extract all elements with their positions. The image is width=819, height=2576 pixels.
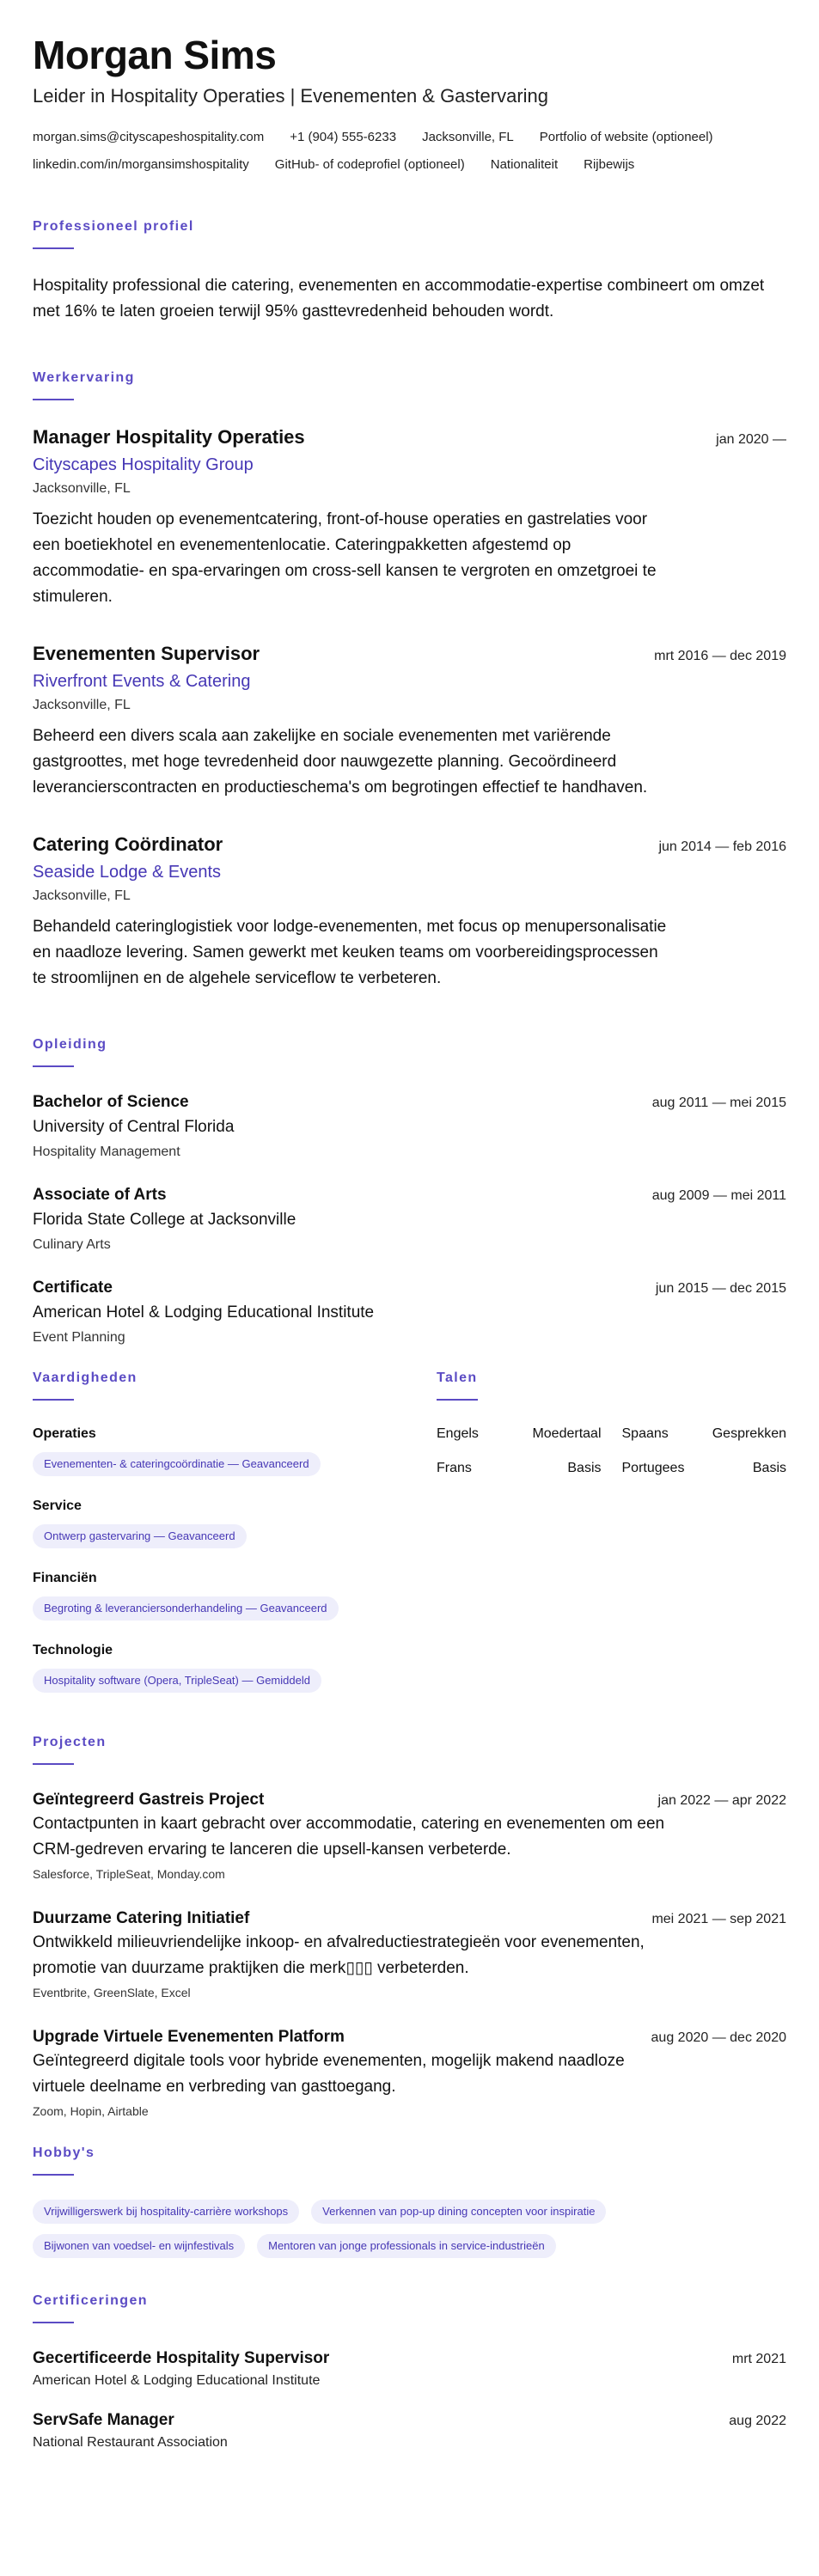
certification-title: ServSafe Manager	[33, 2411, 174, 2429]
education-entry	[33, 1184, 786, 1254]
hobbies-section	[33, 2145, 786, 2258]
language-name: Portugees	[621, 1461, 685, 1475]
education-entry	[33, 1091, 786, 1162]
education-field: Culinary Arts	[33, 1237, 111, 1252]
job-date: jun 2014 — feb 2016	[658, 839, 786, 854]
project-description: Contactpunten in kaart gebracht over accommodatie, catering en evenementen om een CRM-gedreven ervaring te lanceren die upsell-kansen verbeterde.	[33, 1815, 665, 1859]
project-entry	[33, 2026, 786, 2119]
job-entry	[33, 424, 786, 610]
language-name: Frans	[437, 1461, 472, 1475]
section-title-hobbies: Hobby's	[33, 2146, 95, 2160]
certification-issuer: American Hotel & Lodging Educational Institute	[33, 2373, 321, 2388]
section-divider	[437, 1399, 478, 1401]
language-item	[437, 1425, 602, 1444]
education-section	[33, 1036, 786, 1347]
contact-nationality: Nationaliteit	[490, 157, 559, 172]
candidate-headline: Leider in Hospitality Operaties | Evenementen & Gastervaring	[33, 85, 549, 107]
experience-section	[33, 369, 786, 992]
section-divider	[33, 1065, 74, 1067]
section-divider	[33, 399, 74, 400]
language-level: Moedertaal	[532, 1426, 602, 1441]
contact-linkedin: linkedin.com/in/morgansimshospitality	[33, 157, 249, 172]
hobby-tag: Vrijwilligerswerk bij hospitality-carrière workshops	[33, 2200, 299, 2224]
section-title-languages: Talen	[437, 1370, 478, 1385]
language-list	[437, 1425, 786, 1478]
education-degree: Bachelor of Science	[33, 1093, 189, 1111]
language-item	[622, 1459, 787, 1478]
languages-column	[437, 1370, 786, 1713]
language-item	[622, 1425, 787, 1444]
hobby-tag: Verkennen van pop-up dining concepten voor inspiratie	[311, 2200, 606, 2224]
education-school: Florida State College at Jacksonville	[33, 1211, 296, 1229]
skill-group	[33, 1569, 376, 1621]
project-entry	[33, 1789, 786, 1882]
section-title-projects: Projecten	[33, 1735, 107, 1749]
skill-category: Service	[33, 1499, 82, 1513]
skill-group	[33, 1425, 376, 1476]
certification-date: aug 2022	[729, 2414, 786, 2428]
contact-portfolio: Portfolio of website (optioneel)	[539, 130, 713, 144]
language-level: Basis	[567, 1461, 602, 1475]
education-degree: Certificate	[33, 1279, 113, 1297]
skill-category: Operaties	[33, 1426, 96, 1441]
certification-entry	[33, 2347, 786, 2390]
contact-github: GitHub- of codeprofiel (optioneel)	[274, 157, 465, 172]
hobby-tag: Bijwonen van voedsel- en wijnfestivals	[33, 2234, 245, 2258]
language-name: Engels	[437, 1426, 479, 1441]
certification-date: mrt 2021	[731, 2352, 786, 2366]
certification-issuer: National Restaurant Association	[33, 2435, 228, 2450]
skills-column	[33, 1370, 376, 1713]
project-title: Geïntegreerd Gastreis Project	[33, 1791, 265, 1809]
certification-entry	[33, 2409, 786, 2452]
skill-tag: Hospitality software (Opera, TripleSeat) — Gemiddeld	[33, 1669, 321, 1693]
education-date: aug 2009 — mei 2011	[651, 1188, 786, 1203]
education-school: University of Central Florida	[33, 1118, 235, 1136]
section-title-skills: Vaardigheden	[33, 1370, 138, 1385]
section-divider	[33, 1763, 74, 1765]
skill-tag: Begroting & leveranciersonderhandeling — Geavanceerd	[33, 1596, 339, 1621]
job-company: Riverfront Events & Catering	[33, 672, 251, 691]
skill-group	[33, 1641, 376, 1693]
job-title: Manager Hospitality Operaties	[33, 426, 305, 448]
project-date: jan 2022 — apr 2022	[657, 1793, 786, 1808]
section-title-experience: Werkervaring	[33, 370, 135, 385]
project-date: mei 2021 — sep 2021	[651, 1912, 786, 1926]
job-company: Cityscapes Hospitality Group	[33, 455, 254, 474]
profile-section	[33, 218, 786, 325]
contact-list	[33, 129, 786, 174]
project-title: Duurzame Catering Initiatief	[33, 1909, 250, 1927]
skill-category: Technologie	[33, 1643, 113, 1657]
project-title: Upgrade Virtuele Evenementen Platform	[33, 2028, 345, 2046]
contact-email: morgan.sims@cityscapeshospitality.com	[33, 130, 265, 144]
job-location: Jacksonville, FL	[33, 888, 131, 903]
section-divider	[33, 1399, 74, 1401]
section-title-profile: Professioneel profiel	[33, 219, 194, 234]
language-item	[437, 1459, 602, 1478]
job-entry	[33, 832, 786, 992]
project-description: Geïntegreerd digitale tools voor hybride evenementen, mogelijk makend naadloze virtuele deelname en verbreding van gasttoegang.	[33, 2052, 625, 2096]
job-location: Jacksonville, FL	[33, 481, 131, 496]
project-date: aug 2020 — dec 2020	[651, 2030, 786, 2045]
project-tools: Salesforce, TripleSeat, Monday.com	[33, 1867, 225, 1881]
project-tools: Zoom, Hopin, Airtable	[33, 2104, 149, 2118]
section-divider	[33, 247, 74, 249]
project-entry	[33, 1908, 786, 2000]
certification-title: Gecertificeerde Hospitality Supervisor	[33, 2349, 330, 2367]
job-description: Toezicht houden op evenementcatering, front-of-house operaties en gastrelaties voor een boetiekhotel en evenementenlocatie. Cateringpakketten afgestemd op accommodatie- en spa-ervaringen om cross-sell kansen te vergroten en omzetgroei te stimuleren.	[33, 510, 657, 606]
job-entry	[33, 641, 786, 801]
skill-tag: Ontwerp gastervaring — Geavanceerd	[33, 1524, 247, 1548]
skill-tag: Evenementen- & cateringcoördinatie — Geavanceerd	[33, 1452, 321, 1476]
job-date: jan 2020 —	[716, 432, 786, 447]
projects-section	[33, 1734, 786, 2119]
language-name: Spaans	[621, 1426, 669, 1441]
section-title-certifications: Certificeringen	[33, 2293, 148, 2308]
language-level: Gesprekken	[712, 1426, 786, 1441]
education-date: aug 2011 — mei 2015	[651, 1096, 786, 1110]
contact-location: Jacksonville, FL	[422, 130, 514, 144]
job-date: mrt 2016 — dec 2019	[654, 649, 786, 663]
profile-summary: Hospitality professional die catering, evenementen en accommodatie-expertise combineert om omzet met 16% te laten groeien terwijl 95% gasttevredenheid behouden wordt.	[33, 277, 765, 320]
skill-category: Financiën	[33, 1571, 97, 1585]
job-title: Catering Coördinator	[33, 833, 223, 855]
education-date: jun 2015 — dec 2015	[655, 1281, 786, 1296]
section-divider	[33, 2174, 74, 2176]
education-degree: Associate of Arts	[33, 1186, 167, 1204]
candidate-name: Morgan Sims	[33, 33, 277, 77]
skills-languages-section	[33, 1370, 786, 1713]
job-company: Seaside Lodge & Events	[33, 863, 222, 882]
job-title: Evenementen Supervisor	[33, 643, 260, 664]
hobby-tag: Mentoren van jonge professionals in service-industrieën	[257, 2234, 556, 2258]
project-tools: Eventbrite, GreenSlate, Excel	[33, 1986, 191, 1999]
hobby-list	[33, 2200, 786, 2258]
education-school: American Hotel & Lodging Educational Institute	[33, 1303, 375, 1322]
job-description: Beheerd een divers scala aan zakelijke en sociale evenementen met variërende gastgroottes, met hoge tevredenheid door nauwgezette planning. Gecoördineerd leverancierscontracten en productieschema's om begrotingen effectief te handhaven.	[33, 727, 648, 797]
resume-header	[33, 33, 786, 174]
section-divider	[33, 2322, 74, 2323]
education-entry	[33, 1277, 786, 1347]
language-level: Basis	[752, 1461, 786, 1475]
project-description: Ontwikkeld milieuvriendelijke inkoop- en afvalreductiestrategieën voor evenementen, promotie van duurzame praktijken die merk▯▯▯ verbeterden.	[33, 1933, 645, 1977]
job-description: Behandeld cateringlogistiek voor lodge-evenementen, met focus op menupersonalisatie en naadloze levering. Samen gewerkt met keuken teams om voorbereidingsprocessen te stroomlijnen en de algehele serviceflow te verbeteren.	[33, 918, 667, 987]
job-location: Jacksonville, FL	[33, 698, 131, 712]
section-title-education: Opleiding	[33, 1037, 107, 1052]
skill-group	[33, 1497, 376, 1548]
contact-license: Rijbewijs	[584, 157, 635, 172]
education-field: Hospitality Management	[33, 1145, 180, 1159]
contact-phone: +1 (904) 555-6233	[290, 130, 397, 144]
certifications-section	[33, 2292, 786, 2452]
education-field: Event Planning	[33, 1330, 125, 1345]
